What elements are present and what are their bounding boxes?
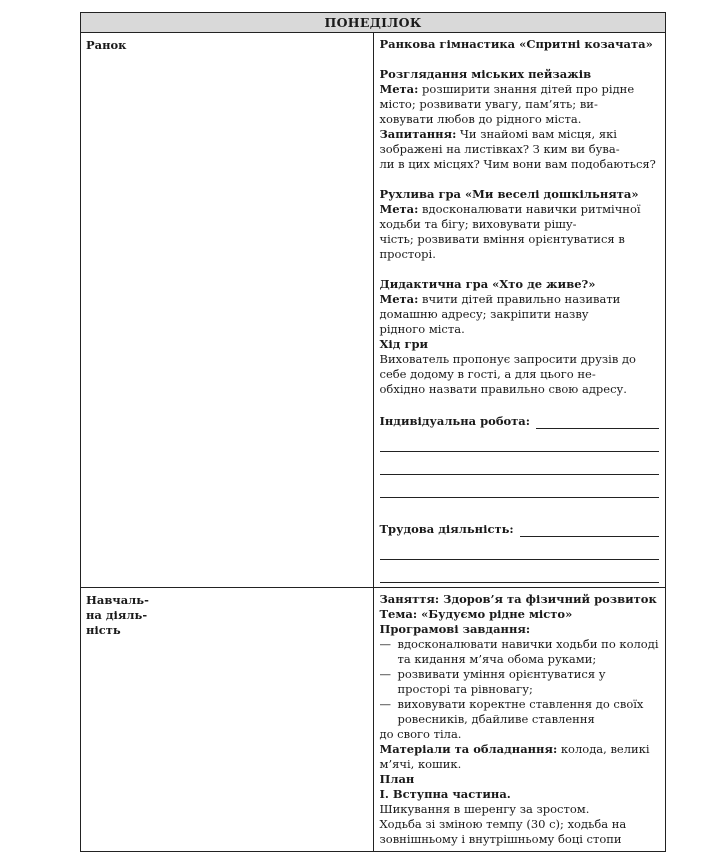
plan-text-line: Шикування в шеренгу за зростом. xyxy=(379,802,590,816)
labor-activity-blank[interactable] xyxy=(520,525,659,537)
active-game-goal-cont: чість; розвивати вміння орієнтуватися в просторі. xyxy=(379,232,625,261)
task-item: — виховувати коректне ставлення до своїх ровесників, дбайливе ставлення xyxy=(379,697,644,726)
writing-line[interactable] xyxy=(380,475,660,498)
writing-line[interactable] xyxy=(380,429,660,452)
didactic-game-goal-cont: рідного міста. xyxy=(379,322,465,336)
gymnastics-title: Ранкова гімнастика «Спритні козачата» xyxy=(379,37,653,51)
education-label-line: Навчаль- xyxy=(86,593,149,607)
plan-text-line: Ходьба зі зміною темпу (30 с); ходьба на зовнішньому і внутрішньому боці стопи xyxy=(379,817,627,846)
game-course-line-1: Вихователь пропонує запросити друзів до себе додому в гості, а для цього не- xyxy=(379,352,636,381)
topic-line: Тема: «Будуємо рідне місто» xyxy=(379,607,573,621)
individual-work-label: Індивідуальна робота: xyxy=(379,414,530,428)
writing-line[interactable] xyxy=(380,537,660,560)
day-header: ПОНЕДІЛОК xyxy=(81,13,666,33)
document-page xyxy=(80,0,666,846)
active-game-title: Рухлива гра «Ми веселі дошкільнята» xyxy=(379,187,639,201)
labor-activity-label: Трудова діяльність: xyxy=(379,522,514,536)
header-row xyxy=(81,13,666,33)
task-item-cont: до свого тіла. xyxy=(379,727,462,741)
morning-row xyxy=(81,33,666,588)
daily-plan-table xyxy=(80,12,666,852)
morning-content xyxy=(373,33,666,588)
individual-work-blank[interactable] xyxy=(536,417,659,429)
landscapes-questions: Запитання: Чи знайомі вам місця, які зображені на листівках? З ким ви бува- xyxy=(379,127,620,156)
intro-part-label: I. Вступна частина. xyxy=(379,787,511,801)
morning-label: Ранок xyxy=(81,33,374,588)
landscapes-goal-cont: ховувати любов до рідного міста. xyxy=(379,112,582,126)
materials-line: Матеріали та обладнання: колода, великі м’ячі, кошик. xyxy=(379,742,650,771)
task-item: — вдосконалювати навички ходьби по колоді та кидання м’яча обома руками; xyxy=(379,637,659,666)
education-label-line: на діяль- xyxy=(86,608,148,622)
writing-line[interactable] xyxy=(380,560,660,583)
didactic-game-title: Дидактична гра «Хто де живе?» xyxy=(379,277,596,291)
game-course-label: Хід гри xyxy=(379,337,429,351)
tasks-label: Програмові завдання: xyxy=(379,622,531,636)
plan-label: План xyxy=(379,772,415,786)
landscapes-questions-cont: ли в цих місцях? Чим вони вам подобаються? xyxy=(379,157,656,171)
task-item: — розвивати уміння орієнтуватися у просторі та рівновагу; xyxy=(379,667,606,696)
lesson-line: Заняття: Здоров’я та фізичний розвиток xyxy=(379,592,657,606)
landscapes-title: Розглядання міських пейзажів xyxy=(379,67,592,81)
didactic-game-goal: Мета: вчити дітей правильно називати домашню адресу; закріпити назву xyxy=(379,292,621,321)
game-course-line-2: обхідно назвати правильно свою адресу. xyxy=(379,382,627,396)
landscapes-goal: Мета: розширити знання дітей про рідне місто; розвивати увагу, пам’ять; ви- xyxy=(379,82,635,111)
individual-work-line xyxy=(380,414,660,429)
education-label-line: ність xyxy=(86,623,121,637)
writing-line[interactable] xyxy=(380,452,660,475)
active-game-goal: Мета: вдосконалювати навички ритмічної ходьби та бігу; виховувати рішу- xyxy=(379,202,641,231)
labor-activity-line xyxy=(380,522,660,537)
